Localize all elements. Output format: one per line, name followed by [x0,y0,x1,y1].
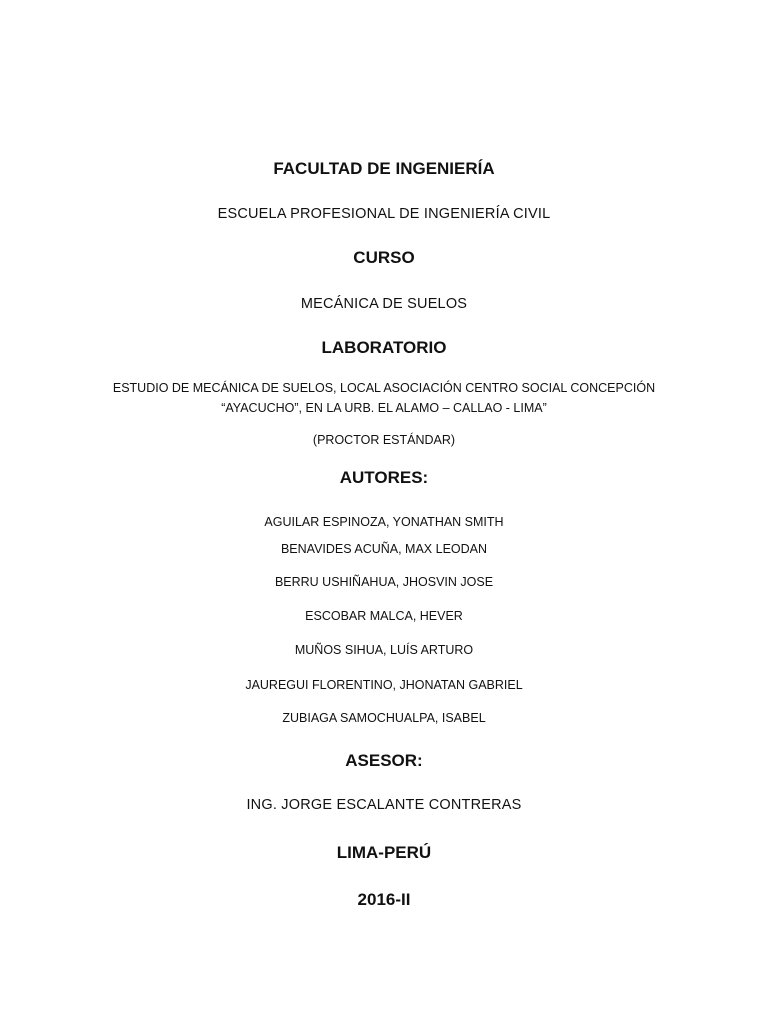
advisor-name: ING. JORGE ESCALANTE CONTRERAS [246,797,522,813]
author-item: BERRU USHIÑAHUA, JHOSVIN JOSE [274,575,494,589]
author-item: MUÑOS SIHUA, LUÍS ARTURO [294,643,474,657]
authors-heading: AUTORES: [339,468,429,487]
author-item: ZUBIAGA SAMOCHUALPA, ISABEL [282,711,486,725]
study-title-line-1: ESTUDIO DE MECÁNICA DE SUELOS, LOCAL ASOCIACIÓN CENTRO SOCIAL CONCEPCIÓN [112,381,656,395]
author-item: BENAVIDES ACUÑA, MAX LEODAN [280,542,488,556]
place: LIMA-PERÚ [336,843,432,862]
advisor-heading: ASESOR: [345,751,423,770]
faculty-title: FACULTAD DE INGENIERÍA [273,159,495,178]
lab-heading: LABORATORIO [321,338,447,357]
course-heading: CURSO [353,248,415,267]
period: 2016-II [357,890,411,909]
test-name: (PROCTOR ESTÁNDAR) [312,433,456,447]
author-item: AGUILAR ESPINOZA, YONATHAN SMITH [264,515,504,529]
school-name: ESCUELA PROFESIONAL DE INGENIERÍA CIVIL [217,206,551,222]
author-item: ESCOBAR MALCA, HEVER [305,609,463,623]
author-item: JAUREGUI FLORENTINO, JHONATAN GABRIEL [245,678,523,692]
course-name: MECÁNICA DE SUELOS [300,296,468,312]
study-title-line-2: “AYACUCHO”, EN LA URB. EL ALAMO – CALLAO - LIMA” [221,401,547,415]
